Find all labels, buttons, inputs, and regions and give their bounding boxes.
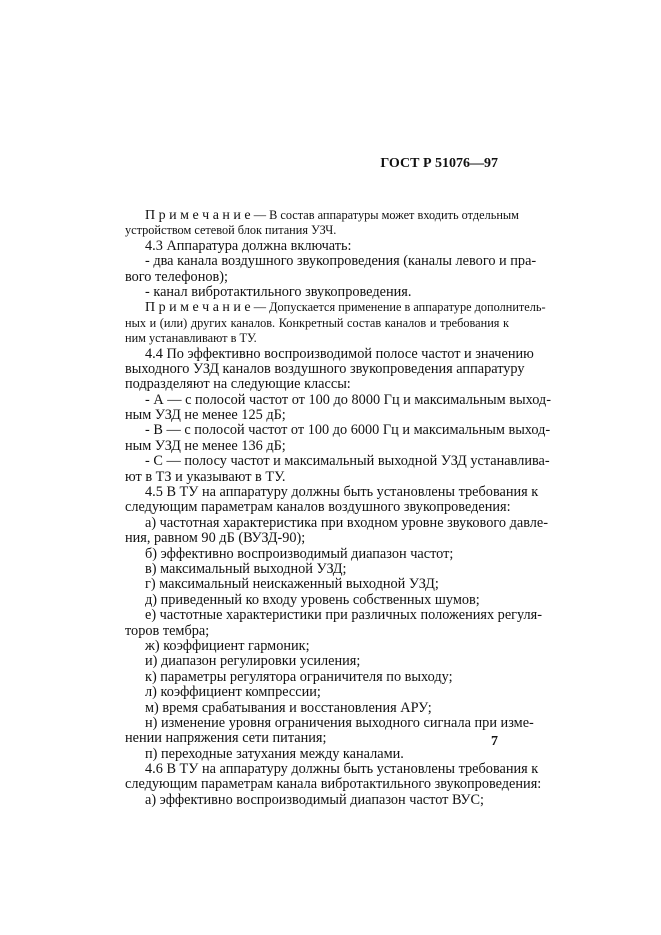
text-line: д) приведенный ко входу уровень собственных шумов; [145, 591, 480, 608]
text-line: в) максимальный выходной УЗД; [145, 560, 347, 577]
text-line: ним устанавливают в ТУ. [125, 331, 257, 346]
text-line: 4.5 В ТУ на аппаратуру должны быть установлены требования к [145, 484, 539, 501]
text-line: ж) коэффициент гармоник; [145, 637, 310, 654]
text-line: - два канала воздушного звукопроведения (каналы левого и пра- [145, 253, 537, 270]
page-body-text [125, 208, 551, 808]
text-line: ных и (или) других каналов. Конкретный состав каналов и требования к [125, 315, 509, 330]
text-line: г) максимальный неискаженный выходной УЗД; [145, 576, 439, 593]
text-line: п) переходные затухания между каналами. [145, 745, 404, 762]
text-line: следующим параметрам каналов воздушного звукопроведения: [125, 499, 511, 516]
text-line: П р и м е ч а н и е — В состав аппаратуры может входить отдельным [145, 208, 519, 223]
text-line: к) параметры регулятора ограничителя по выходу; [145, 668, 453, 685]
text-line: следующим параметрам канала вибротактильного звукопроведения: [125, 776, 542, 793]
text-line: ют в ТЗ и указывают в ТУ. [125, 468, 286, 485]
text-line: подразделяют на следующие классы: [125, 376, 351, 393]
text-line: а) частотная характеристика при входном уровне звукового давле- [145, 514, 549, 531]
text-line: 4.6 В ТУ на аппаратуру должны быть установлены требования к [145, 761, 539, 778]
text-line: ния, равном 90 дБ (ВУЗД-90); [125, 530, 306, 547]
text-line: л) коэффициент компрессии; [145, 684, 321, 701]
text-line: и) диапазон регулировки усиления; [145, 653, 361, 670]
text-line: - канал вибротактильного звукопроведения. [145, 283, 412, 300]
note-label: П р и м е ч а н и е [145, 208, 251, 223]
text-line: торов тембра; [125, 622, 210, 639]
text-line: П р и м е ч а н и е — Допускается применение в аппаратуре дополнитель- [145, 300, 546, 316]
text-line: ным УЗД не менее 136 дБ; [125, 437, 286, 454]
text-line: м) время срабатывания и восстановления АРУ; [145, 699, 432, 716]
text-line: вого телефонов); [125, 268, 228, 285]
text-line: 4.4 По эффективно воспроизводимой полосе частот и значению [145, 345, 534, 362]
text-line: ным УЗД не менее 125 дБ; [125, 407, 286, 424]
text-line: выходного УЗД каналов воздушного звукопроведения аппаратуру [125, 360, 525, 377]
text-line: - А — с полосой частот от 100 до 8000 Гц и максимальным выход- [145, 391, 551, 408]
text-line: а) эффективно воспроизводимый диапазон частот ВУС; [145, 791, 484, 808]
text-line: нении напряжения сети питания; [125, 730, 327, 747]
document-header-standard: ГОСТ Р 51076—97 [380, 156, 498, 171]
note-label: П р и м е ч а н и е [145, 300, 251, 316]
text-line: 4.3 Аппаратура должна включать: [145, 237, 352, 254]
page-number: 7 [491, 734, 498, 749]
text-line: е) частотные характеристики при различных положениях регуля- [145, 607, 543, 624]
text-line: - С — полосу частот и максимальный выходной УЗД устанавлива- [145, 453, 550, 470]
text-line: - В — с полосой частот от 100 до 6000 Гц и максимальным выход- [145, 422, 551, 439]
text-line: б) эффективно воспроизводимый диапазон частот; [145, 545, 454, 562]
text-line: устройством сетевой блок питания УЗЧ. [125, 223, 337, 238]
text-line: н) изменение уровня ограничения выходного сигнала при изме- [145, 714, 534, 731]
